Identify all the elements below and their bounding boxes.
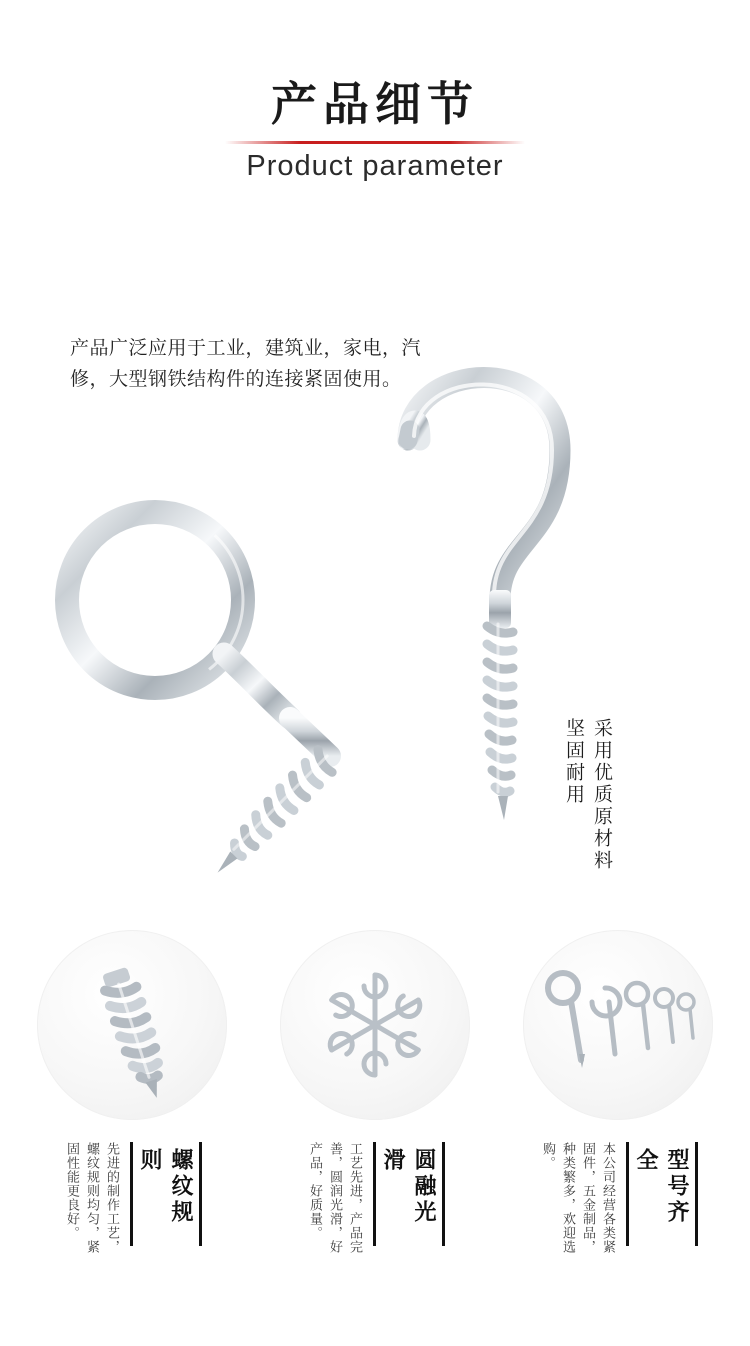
feature-title: 型号齐全 [626,1142,698,1246]
eye-screw-sizes-icon [533,950,703,1100]
feature-image-thread [37,930,227,1120]
feature-subtext: 先进的制作工艺，螺纹规则均匀，紧固性能更良好。 [65,1142,120,1254]
feature-list [0,930,750,1270]
thread-screw-icon [57,950,207,1100]
feature-item [18,930,246,1270]
feature-caption [261,1142,489,1260]
open-hook-screw [408,378,560,821]
feature-image-hooks [280,930,470,1120]
thread-coils-right [487,624,513,820]
title-divider [225,141,525,144]
feature-caption [504,1142,732,1260]
feature-caption [18,1142,246,1260]
product-description: 产品广泛应用于工业，建筑业，家电，汽修，大型钢铁结构件的连接紧固使用。 [70,338,422,390]
page-title: 产品细节 [271,78,479,130]
thread-coils-left [206,748,338,880]
feature-item [504,930,732,1270]
feature-title: 螺纹规则 [130,1142,202,1246]
hero-caption-line1: 采用优质原材料 [591,718,612,872]
hooks-star-icon [295,945,455,1105]
feature-image-sizes [523,930,713,1120]
hero-caption-line2: 坚固耐用 [563,718,584,806]
feature-subtext: 工艺先进，产品完善，圆润光滑，好产品，好质量。 [308,1142,363,1254]
closed-eye-screw [67,512,338,880]
page-subtitle: Product parameter [246,149,504,182]
feature-title: 圆融光滑 [373,1142,445,1246]
page-header [0,0,750,183]
feature-subtext: 本公司经营各类紧固件，五金制品，种类繁多，欢迎选购。 [541,1142,616,1254]
feature-item [261,930,489,1270]
